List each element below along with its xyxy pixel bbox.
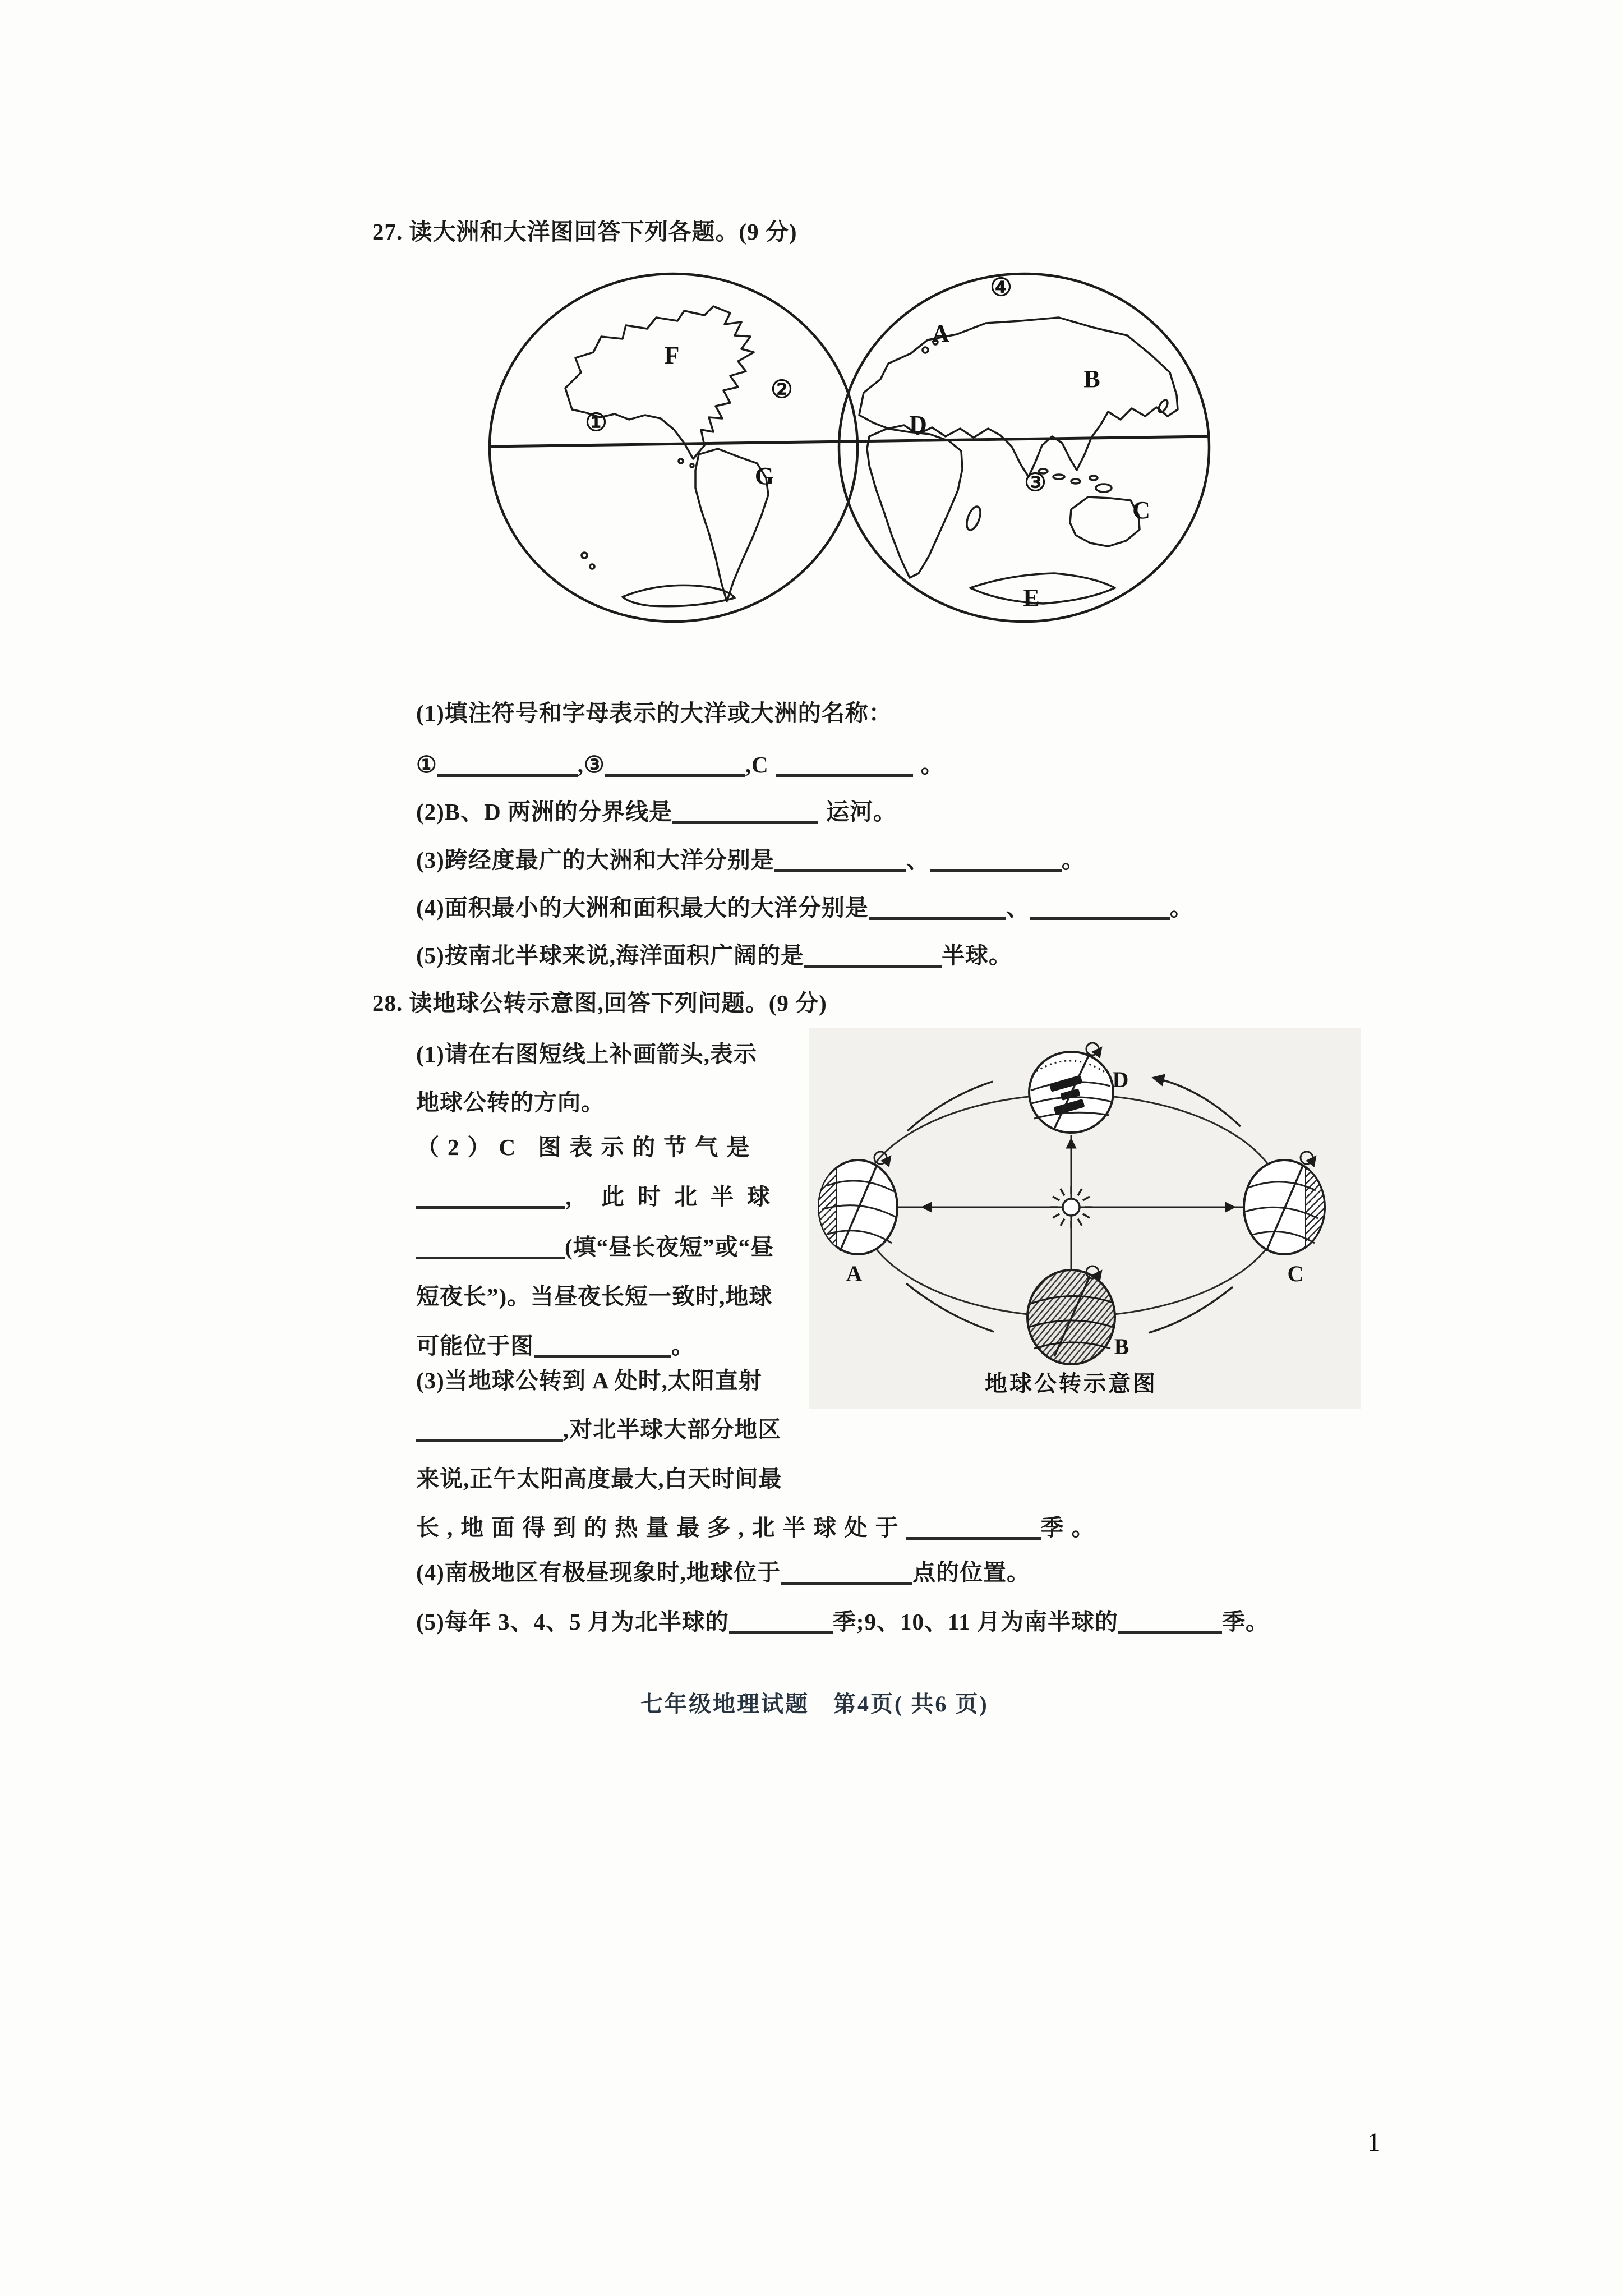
antarctica-east-outline bbox=[970, 573, 1115, 604]
text-segment: 点的位置。 bbox=[912, 1559, 1031, 1585]
text-segment: 运河。 bbox=[826, 799, 897, 825]
text-segment: (填“昼长夜短”或“昼 bbox=[565, 1234, 774, 1260]
text-segment: 季。 bbox=[1040, 1515, 1103, 1540]
q28-line3: （2）C 图表示的节气是 bbox=[416, 1134, 758, 1160]
text-segment: ,C bbox=[745, 752, 769, 777]
text-segment: 。 bbox=[920, 752, 944, 777]
text-segment: 长,地面得到的热量最多,北半球处于 bbox=[416, 1515, 906, 1540]
q27-part1-blanks-line bbox=[416, 746, 944, 779]
page-footer: 七年级地理试题 第4页( 共6 页) bbox=[640, 1691, 989, 1717]
answer-blank bbox=[781, 1561, 912, 1585]
island bbox=[1071, 479, 1080, 484]
answer-blank bbox=[416, 1185, 565, 1209]
text-segment: 可能位于图 bbox=[416, 1333, 534, 1359]
island bbox=[923, 347, 928, 353]
q28-line1: (1)请在右图短线上补画箭头,表示 bbox=[416, 1041, 758, 1067]
island bbox=[690, 464, 694, 467]
answer-blank bbox=[774, 849, 906, 872]
q27-part3-line bbox=[416, 841, 1085, 875]
answer-blank bbox=[804, 944, 942, 968]
answer-blank bbox=[534, 1335, 671, 1358]
q28-line2: 地球公转的方向。 bbox=[416, 1089, 605, 1115]
text-segment: 季;9、10、11 月为南半球的 bbox=[832, 1609, 1118, 1635]
answer-blank bbox=[1118, 1611, 1222, 1634]
map-label-E: E bbox=[1023, 584, 1040, 611]
map-label-A: A bbox=[932, 320, 949, 347]
answer-blank bbox=[869, 896, 1006, 920]
text-segment: (4)南极地区有极昼现象时,地球位于 bbox=[416, 1559, 781, 1585]
answer-blank bbox=[672, 800, 818, 824]
q28-line8: (3)当地球公转到 A 处时,太阳直射 bbox=[416, 1368, 762, 1393]
map-label-B: B bbox=[1083, 365, 1100, 393]
text-segment: 。 bbox=[1061, 847, 1085, 873]
q27-part4-line bbox=[416, 889, 1193, 922]
map-label-D: D bbox=[909, 411, 927, 438]
text-segment: (4)面积最小的大洲和面积最大的大洋分别是 bbox=[416, 895, 869, 921]
earth-revolution-figure bbox=[808, 1024, 1363, 1412]
island bbox=[590, 564, 594, 569]
q27-part1-intro: (1)填注符号和字母表示的大洋或大洲的名称： bbox=[416, 700, 892, 726]
map-label-G: G bbox=[754, 462, 774, 490]
text-segment: (5)每年 3、4、5 月为北半球的 bbox=[416, 1609, 729, 1635]
q27-title: 27. 读大洲和大洋图回答下列各题。(9 分) bbox=[372, 219, 797, 245]
text-segment: (3)跨经度最广的大洲和大洋分别是 bbox=[416, 847, 774, 873]
answer-blank bbox=[776, 753, 913, 777]
answer-blank bbox=[437, 753, 578, 777]
text-segment: ,③ bbox=[577, 752, 605, 777]
map-label-ocean3: ③ bbox=[1024, 469, 1046, 496]
answer-blank bbox=[605, 753, 745, 777]
fig-caption: 地球公转示意图 bbox=[985, 1371, 1158, 1396]
map-label-ocean4: ④ bbox=[990, 274, 1012, 301]
text-segment: (2)B、D 两洲的分界线是 bbox=[416, 799, 673, 825]
answer-blank bbox=[416, 1236, 565, 1259]
q28-line13 bbox=[416, 1603, 1269, 1636]
australia-outline bbox=[1070, 497, 1140, 546]
island bbox=[679, 459, 683, 463]
answer-blank bbox=[930, 849, 1062, 872]
text-segment: 季。 bbox=[1221, 1609, 1269, 1635]
map-label-ocean1: ① bbox=[585, 409, 607, 436]
page-number: 1 bbox=[1367, 2128, 1381, 2157]
antarctica-west-outline bbox=[623, 585, 735, 606]
island bbox=[582, 553, 587, 558]
text-segment: ① bbox=[416, 752, 437, 777]
fig-label-A: A bbox=[846, 1261, 863, 1286]
answer-blank bbox=[416, 1418, 563, 1442]
q28-line10: 来说,正午太阳高度最大,白天时间最 bbox=[416, 1466, 782, 1492]
east-hemisphere-outline bbox=[839, 274, 1209, 622]
text-segment: ，此时北半球 bbox=[565, 1184, 783, 1209]
island bbox=[1090, 476, 1098, 480]
q27-part2-line bbox=[416, 793, 897, 826]
text-segment: 、 bbox=[1006, 895, 1030, 921]
text-segment: 半球。 bbox=[942, 942, 1013, 968]
q28-line9 bbox=[416, 1411, 781, 1444]
text-segment: 。 bbox=[1169, 895, 1193, 921]
continents-oceans-figure bbox=[481, 268, 1210, 627]
answer-blank bbox=[906, 1516, 1041, 1540]
text-segment: 、 bbox=[906, 847, 930, 873]
equator-line bbox=[490, 436, 1208, 447]
island bbox=[1053, 475, 1064, 479]
text-segment: ,对北半球大部分地区 bbox=[563, 1416, 782, 1442]
text-segment: 。 bbox=[671, 1333, 695, 1359]
map-label-ocean2: ② bbox=[771, 376, 793, 403]
answer-blank bbox=[729, 1611, 833, 1634]
fig-label-C: C bbox=[1287, 1261, 1304, 1286]
new-guinea-outline bbox=[1096, 484, 1112, 492]
q28-title: 28. 读地球公转示意图,回答下列问题。(9 分) bbox=[372, 990, 827, 1016]
answer-blank bbox=[1030, 896, 1170, 920]
q28-line7 bbox=[416, 1327, 695, 1360]
eurasia-outline bbox=[859, 318, 1178, 477]
madagascar-outline bbox=[964, 505, 983, 532]
q28-line12 bbox=[416, 1554, 1030, 1587]
west-hemisphere-outline bbox=[490, 274, 857, 622]
japan-outline bbox=[1157, 399, 1169, 414]
map-label-F: F bbox=[664, 342, 680, 369]
q28-line5 bbox=[416, 1228, 774, 1262]
map-label-C: C bbox=[1132, 496, 1150, 524]
africa-outline bbox=[867, 429, 962, 578]
fig-label-B: B bbox=[1114, 1334, 1129, 1359]
q27-part5-line bbox=[416, 937, 1012, 970]
text-segment: (5)按南北半球来说,海洋面积广阔的是 bbox=[416, 942, 805, 968]
q28-line6: 短夜长”)。当昼夜长短一致时,地球 bbox=[416, 1283, 773, 1309]
q28-line11 bbox=[416, 1509, 1103, 1542]
fig-label-D: D bbox=[1112, 1067, 1129, 1092]
q28-line4 bbox=[416, 1178, 783, 1211]
